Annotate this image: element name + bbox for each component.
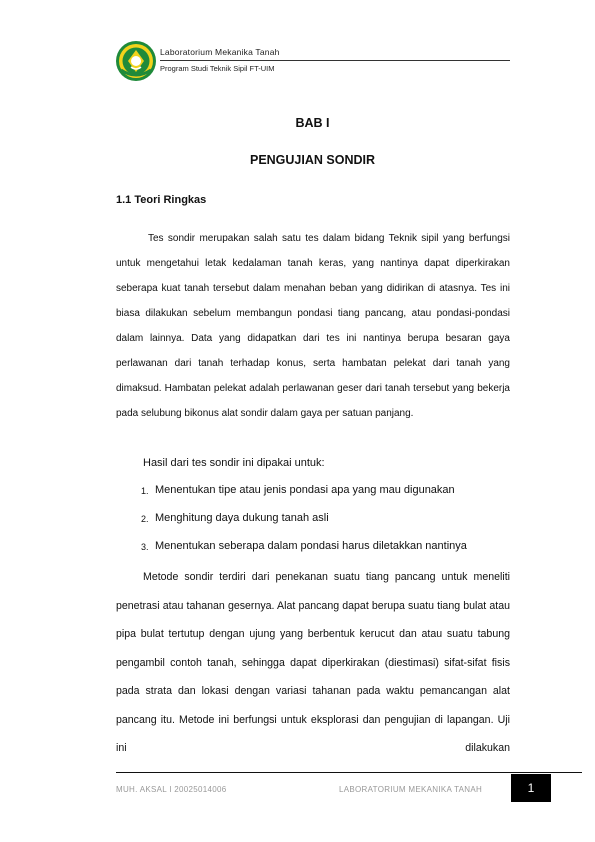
header-lab-name: Laboratorium Mekanika Tanah <box>160 47 280 57</box>
header-divider <box>160 60 510 61</box>
footer-divider <box>116 772 582 773</box>
paragraph-1 <box>116 226 510 426</box>
list-item-text: Menentukan seberapa dalam pondasi harus diletakkan nantinya <box>155 540 467 552</box>
paragraph-2 <box>116 563 510 763</box>
chapter-title: PENGUJIAN SONDIR <box>249 153 376 167</box>
list-item-number: 2. <box>141 514 149 524</box>
list-item-number: 3. <box>141 542 149 552</box>
list-item-text: Menentukan tipe atau jenis pondasi apa yang mau digunakan <box>155 484 455 496</box>
university-emblem-icon <box>115 40 157 82</box>
paragraph-2-text: Metode sondir terdiri dari penekanan suatu tiang pancang untuk meneliti penetrasi atau tahanan gesernya. Alat pancang dapat berupa suatu tiang bulat atau pipa bulat tertutup dengan ujung yang berbentuk kerucut dan atau suatu tabung pengambil contoh tanah, sehingga dapat diperkirakan (diestimasi) sifat-sifat fisis pada strata dan lokasi dengan variasi tahanan pada waktu pemancangan alat pancang itu. Metode ini berfungsi untuk eksplorasi dan pengujian di lapangan. Uji ini dilakukan <box>116 571 510 754</box>
footer-author: MUH. AKSAL I 20025014006 <box>116 785 227 794</box>
list-intro: Hasil dari tes sondir ini dipakai untuk: <box>143 457 325 469</box>
section-title: 1.1 Teori Ringkas <box>116 194 207 206</box>
list-item-number: 1. <box>141 486 149 496</box>
usage-list <box>141 484 467 568</box>
header-program-name: Program Studi Teknik Sipil FT-UIM <box>160 64 275 73</box>
paragraph-1-text: Tes sondir merupakan salah satu tes dalam bidang Teknik sipil yang berfungsi untuk mengetahui letak kedalaman tanah keras, yang nantinya dapat diperkirakan seberapa kuat tanah tersebut dalam menahan beban yang didirikan di atasnya. Tes ini biasa dilakukan sebelum membangun pondasi tiang pancang, atau pondasi-pondasi dalam lainnya. Data yang didapatkan dari tes ini nantinya berupa besaran gaya perlawanan dari tanah terhadap konus, serta hambatan pelekat dari tanah yang dimaksud. Hambatan pelekat adalah perlawanan geser dari tanah tersebut yang bekerja pada selubung bikonus alat sondir dalam gaya per satuan panjang. <box>116 233 510 419</box>
chapter-number: BAB I <box>295 116 330 130</box>
list-item <box>141 512 467 540</box>
footer-lab: LABORATORIUM MEKANIKA TANAH <box>339 785 483 794</box>
page-number: 1 <box>511 774 551 802</box>
list-item <box>141 484 467 512</box>
list-item-text: Menghitung daya dukung tanah asli <box>155 512 329 524</box>
